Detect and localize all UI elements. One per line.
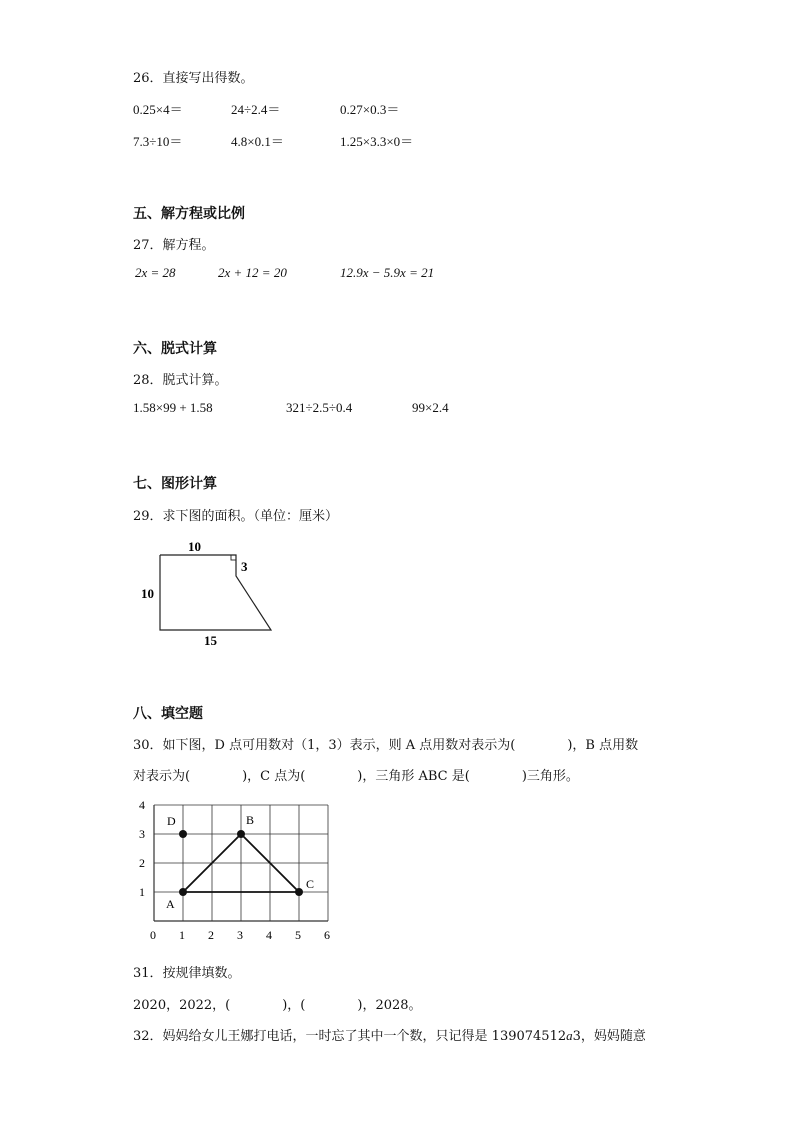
- grid-lines: [154, 805, 328, 921]
- y-tick-label: 1: [139, 885, 145, 899]
- q32-text-a: 32．妈妈给女儿王娜打电话，一时忘了其中一个数，只记得是 139074512: [133, 1029, 567, 1044]
- equation: 2x = 28: [135, 265, 176, 280]
- point-label: D: [167, 814, 176, 828]
- q26-title: 26．直接写出得数。: [133, 71, 254, 86]
- trapezoid-figure: [130, 535, 290, 650]
- point-c: [295, 888, 303, 896]
- q26-item: 24÷2.4＝: [231, 102, 281, 117]
- q26-item: 7.3÷10＝: [133, 134, 183, 149]
- point-label: C: [306, 877, 315, 891]
- equation: 2x + 12 = 20: [218, 265, 287, 280]
- q31-sequence: 2020，2022，( )，( )，2028。: [133, 998, 422, 1013]
- q26-item: 4.8×0.1＝: [231, 134, 284, 149]
- point-d: [179, 830, 187, 838]
- x-tick-label: 5: [295, 928, 301, 942]
- point-a: [179, 888, 187, 896]
- x-tick-label: 2: [208, 928, 214, 942]
- x-tick-label: 4: [266, 928, 272, 942]
- point-label: B: [246, 813, 255, 827]
- y-tick-label: 4: [139, 798, 145, 812]
- q28-title: 28．脱式计算。: [133, 373, 228, 388]
- equation: 12.9x − 5.9x = 21: [340, 265, 435, 280]
- point-b: [237, 830, 245, 838]
- q30-line2: 对表示为( )，C 点为( )，三角形 ABC 是( )三角形。: [133, 769, 579, 784]
- q26-item: 0.27×0.3＝: [340, 102, 400, 117]
- label-right: 3: [241, 559, 248, 574]
- q32-text-b: 3，妈妈随意: [572, 1029, 646, 1044]
- x-tick-label: 1: [179, 928, 185, 942]
- coordinate-grid: [130, 795, 350, 950]
- q32-text: [133, 1025, 646, 1044]
- y-tick-label: 3: [139, 827, 145, 841]
- label-left: 10: [141, 586, 154, 601]
- label-bottom: 15: [204, 633, 217, 648]
- q30-line1: 30．如下图，D 点可用数对（1，3）表示，则 A 点用数对表示为( )，B 点用数: [133, 738, 639, 753]
- q26-item: 0.25×4＝: [133, 102, 183, 117]
- q29-title: 29．求下图的面积。（单位：厘米）: [133, 509, 339, 524]
- section-heading: 五、解方程或比例: [133, 206, 245, 222]
- q26-item: 1.25×3.3×0＝: [340, 134, 414, 149]
- q32-variable: a: [566, 1028, 573, 1043]
- x-tick-label: 3: [237, 928, 243, 942]
- label-top: 10: [188, 539, 201, 554]
- trapezoid-shape: [160, 555, 271, 630]
- expression: 99×2.4: [412, 400, 449, 415]
- point-label: A: [166, 897, 175, 911]
- x-tick-label: 0: [150, 928, 156, 942]
- y-tick-label: 2: [139, 856, 145, 870]
- expression: 321÷2.5÷0.4: [286, 400, 353, 415]
- section-heading: 六、脱式计算: [133, 341, 217, 357]
- q27-title: 27．解方程。: [133, 238, 215, 253]
- q31-title: 31．按规律填数。: [133, 966, 241, 981]
- section-heading: 八、填空题: [133, 706, 203, 722]
- expression: 1.58×99 + 1.58: [133, 400, 213, 415]
- x-tick-label: 6: [324, 928, 330, 942]
- triangle-abc: [166, 813, 314, 911]
- right-angle-mark: [231, 555, 236, 560]
- section-heading: 七、图形计算: [133, 476, 217, 492]
